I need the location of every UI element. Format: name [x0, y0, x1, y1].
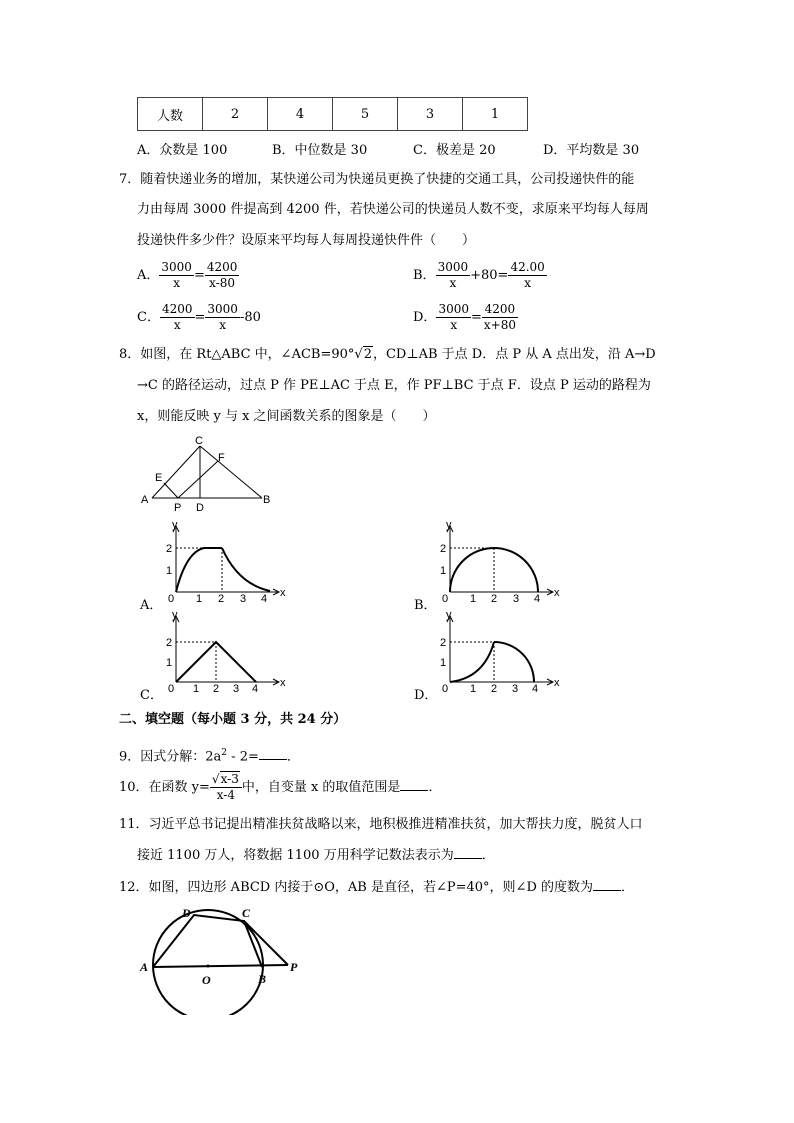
table-cell: 3 [398, 98, 463, 131]
q11-line-2: 接近 1100 万人，将数据 1100 万用科学记数法表示为 ． [137, 848, 495, 863]
graph-a-x1: 1 [196, 593, 203, 604]
circle-label-d: D [182, 906, 191, 920]
graph-c-y2: 2 [166, 637, 173, 649]
graph-b-y2: 2 [440, 543, 447, 555]
graph-b-x-label: x [554, 587, 560, 599]
graph-d-y-label: y [446, 612, 452, 621]
q7-line-2: 力由每周 3000 件提高到 4200 件，若快递公司的快递员人数不变，求原来平均每人每周 [137, 202, 649, 217]
q7-option-b: B． $\frac{3000}{x}$ +80= $\frac{42.00}{x}$ [413, 260, 545, 290]
graph-c [160, 612, 290, 694]
graph-b-x4: 4 [534, 593, 541, 604]
graph-d-y2: 2 [440, 637, 447, 649]
q6-option-a: A．众数是 100 [137, 143, 228, 158]
graph-a-x2: 2 [218, 593, 225, 604]
graph-b-x1: 1 [470, 593, 477, 604]
graph-a-label: A． [140, 598, 163, 613]
graph-c-x1: 1 [193, 683, 200, 694]
circle-figure [138, 905, 308, 1015]
fig-label-a: A [141, 494, 149, 506]
q10-line: 10．在函数 y= $\frac{√x-3}{x-4}$ 中，自变量 x 的取值范围是 ． [119, 772, 442, 802]
graph-b-origin: 0 [442, 593, 449, 604]
graph-b-label: B． [414, 598, 437, 613]
graph-b-y1: 1 [440, 565, 447, 577]
graph-d-x-label: x [554, 677, 560, 689]
fig-label-b: B [263, 494, 271, 506]
q6-option-d: D．平均数是 30 [543, 143, 640, 158]
graph-d-x1: 1 [470, 683, 477, 694]
answer-blank[interactable] [593, 878, 621, 891]
q7-line-1: 7．随着快递业务的增加，某快递公司为快递员更换了快捷的交通工具，公司投递快件的能 [119, 172, 635, 187]
table-cell: 1 [463, 98, 528, 131]
graph-d-y1: 1 [440, 657, 447, 669]
table-cell: 5 [333, 98, 398, 131]
graph-b-x3: 3 [513, 593, 520, 604]
q8-line-3: x，则能反映 y 与 x 之间函数关系的图象是（ ） [137, 409, 436, 424]
graph-d-x3: 3 [512, 683, 519, 694]
q6-option-b: B．中位数是 30 [272, 143, 368, 158]
fig-label-p: P [174, 502, 182, 513]
graph-a-origin: 0 [168, 593, 175, 604]
graph-c-x2: 2 [213, 683, 220, 694]
graph-c-x-label: x [280, 677, 286, 689]
section-title: 二、填空题（每小题 3 分，共 24 分） [119, 712, 347, 727]
graph-a-y-label: y [172, 522, 178, 531]
graph-a-x4: 4 [261, 593, 268, 604]
graph-c-y1: 1 [166, 657, 173, 669]
graph-b-x2: 2 [491, 593, 498, 604]
answer-blank[interactable] [259, 747, 287, 760]
frequency-table [137, 97, 528, 131]
graph-d-origin: 0 [442, 683, 449, 694]
fig-label-d: D [196, 502, 204, 513]
graph-c-x4: 4 [252, 683, 259, 694]
fig-label-e: E [155, 472, 163, 484]
circle-label-p: P [290, 960, 298, 974]
q7-line-3: 投递快件多少件？设原来平均每人每周投递快件件（ ） [137, 233, 476, 248]
q7-option-a: A． $\frac{3000}{x}$ = $\frac{4200}{x-80}$ [137, 260, 238, 290]
triangle-figure [140, 433, 280, 513]
q8-line-1: 8．如图，在 Rt△ABC 中，∠ACB=90°√2，CD⊥AB 于点 D．点 P 从 A 点出发，沿 A→D [119, 347, 656, 362]
graph-b [434, 522, 564, 604]
q7-option-d: D． $\frac{3000}{x}$ = $\frac{4200}{x+80}$ [413, 302, 516, 332]
graph-d-x4: 4 [532, 683, 539, 694]
q12-line: 12．如图，四边形 ABCD 内接于⊙O，AB 是直径，若∠P=40°，则∠D 的度数为 ． [119, 880, 635, 895]
q6-option-c: C．极差是 20 [413, 143, 496, 158]
table-cell: 人数 [138, 98, 203, 131]
q8-line-2: →C 的路径运动，过点 P 作 PE⊥AC 于点 E，作 PF⊥BC 于点 F．设点 P 运动的路程为 [137, 378, 651, 393]
graph-c-y-label: y [172, 612, 178, 621]
q11-line-1: 11．习近平总书记提出精准扶贫战略以来，地积极推进精准扶贫，加大帮扶力度，脱贫人口 [119, 817, 643, 832]
graph-d [434, 612, 564, 694]
graph-a-x3: 3 [240, 593, 247, 604]
graph-a-y2: 2 [166, 543, 173, 555]
table-cell: 4 [268, 98, 333, 131]
table-cell: 2 [203, 98, 268, 131]
answer-blank[interactable] [454, 846, 482, 859]
answer-blank[interactable] [400, 778, 428, 791]
circle-label-o: O [202, 973, 211, 987]
circle-label-b: B [258, 972, 267, 986]
graph-c-origin: 0 [168, 683, 175, 694]
graph-a-y1: 1 [166, 565, 173, 577]
circle-label-a: A [140, 960, 149, 974]
fig-label-f: F [218, 452, 225, 464]
table-row [138, 98, 528, 131]
graph-a [160, 522, 290, 604]
fig-label-c: C [195, 435, 203, 447]
graph-b-y-label: y [446, 522, 452, 531]
graph-c-label: C． [140, 688, 163, 703]
graph-d-x2: 2 [491, 683, 498, 694]
circle-label-c: C [242, 906, 251, 920]
graph-a-x-label: x [280, 587, 286, 599]
graph-c-x3: 3 [233, 683, 240, 694]
graph-d-label: D． [414, 688, 438, 703]
q9-line: 9．因式分解：$2a^2 - 2=$ ． [119, 748, 300, 765]
q7-option-c: C． $\frac{4200}{x}$ = $\frac{3000}{x}$ -80 [137, 302, 261, 332]
